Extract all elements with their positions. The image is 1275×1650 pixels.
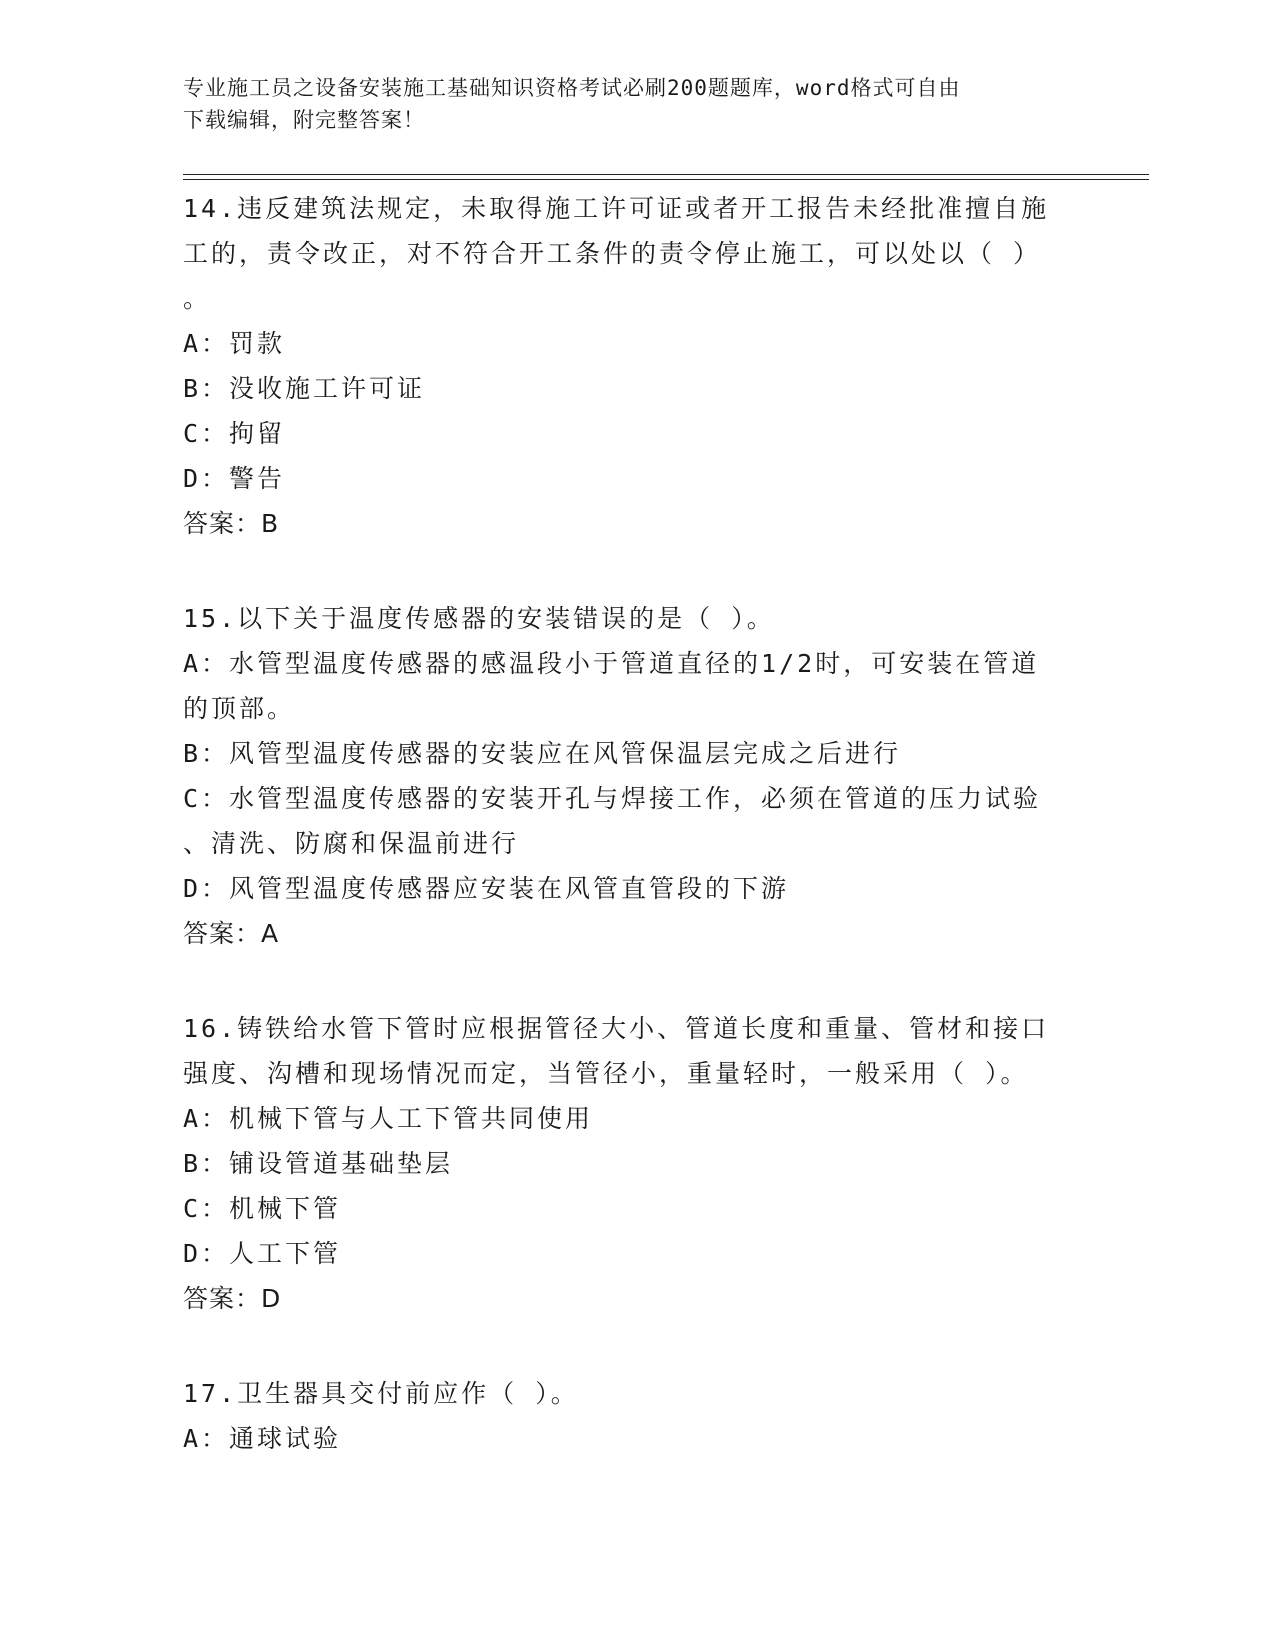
question-16 — [183, 1006, 1083, 1321]
question-spacer — [183, 1321, 1083, 1371]
question-text-line: 16.铸铁给水管下管时应根据管径大小、管道长度和重量、管材和接口 — [183, 1014, 1050, 1043]
option-c: C：机械下管 — [183, 1194, 342, 1223]
option-b: B：没收施工许可证 — [183, 374, 426, 403]
question-spacer — [183, 956, 1083, 1006]
option-b: B：铺设管道基础垫层 — [183, 1149, 454, 1178]
question-text-line: 17.卫生器具交付前应作（ ）。 — [183, 1379, 579, 1408]
option-c-continued: 、清洗、防腐和保温前进行 — [183, 829, 520, 858]
header-line-2: 下载编辑，附完整答案！ — [183, 108, 425, 132]
option-b: B：风管型温度传感器的安装应在风管保温层完成之后进行 — [183, 739, 902, 768]
question-17 — [183, 1371, 1083, 1461]
option-a: A：水管型温度传感器的感温段小于管道直径的1/2时，可安装在管道 — [183, 649, 1040, 678]
question-list — [183, 186, 1083, 1461]
document-header — [183, 72, 1063, 136]
header-line-1: 专业施工员之设备安装施工基础知识资格考试必刷200题题库，word格式可自由 — [183, 76, 961, 100]
option-a: A：罚款 — [183, 329, 286, 358]
option-d: D：警告 — [183, 464, 286, 493]
question-text-line: 。 — [183, 284, 212, 313]
question-text-line: 15.以下关于温度传感器的安装错误的是（ ）。 — [183, 604, 775, 633]
option-c: C：拘留 — [183, 419, 286, 448]
question-14 — [183, 186, 1083, 546]
question-text-line: 14.违反建筑法规定，未取得施工许可证或者开工报告未经批准擅自施 — [183, 194, 1050, 223]
question-15 — [183, 596, 1083, 956]
option-a-continued: 的顶部。 — [183, 694, 296, 723]
answer: 答案：B — [183, 509, 280, 538]
question-spacer — [183, 546, 1083, 596]
option-d: D：风管型温度传感器应安装在风管直管段的下游 — [183, 874, 790, 903]
option-a: A：通球试验 — [183, 1424, 342, 1453]
option-d: D：人工下管 — [183, 1239, 342, 1268]
option-c: C：水管型温度传感器的安装开孔与焊接工作，必须在管道的压力试验 — [183, 784, 1042, 813]
answer: 答案：A — [183, 919, 280, 948]
option-a: A：机械下管与人工下管共同使用 — [183, 1104, 594, 1133]
header-divider — [183, 174, 1149, 180]
answer: 答案：D — [183, 1284, 282, 1313]
question-text-line: 强度、沟槽和现场情况而定，当管径小，重量轻时，一般采用（ ）。 — [183, 1059, 1029, 1088]
question-text-line: 工的，责令改正，对不符合开工条件的责令停止施工，可以处以（ ） — [183, 239, 1042, 268]
